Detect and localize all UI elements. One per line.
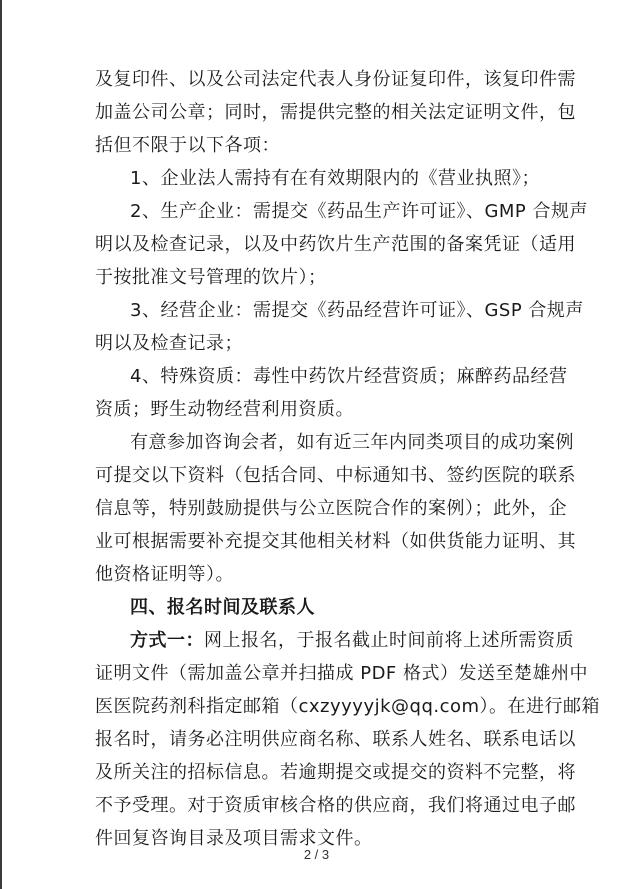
paragraph-line: 可提交以下资料（包括合同、中标通知书、签约医院的联系 <box>95 465 576 486</box>
list-item-1-line: 1、企业法人需持有在有效期限内的《营业执照》； <box>130 168 540 189</box>
method-one-line: 证明文件（需加盖公章并扫描成 PDF 格式）发送至楚雄州中 <box>95 663 589 684</box>
paragraph-line: 有意参加咨询会者，如有近三年内同类项目的成功案例 <box>130 432 574 453</box>
method-one-line: 及所关注的招标信息。若逾期提交或提交的资料不完整，将 <box>95 762 576 783</box>
list-item-2-line: 于按批准文号管理的饮片）； <box>95 267 327 288</box>
method-one-line: 报名时，请务必注明供应商名称、联系人姓名、联系电话以 <box>95 729 576 750</box>
method-one-line: 医医院药剂科指定邮箱（cxzyyyyjk@qq.com）。在进行邮箱 <box>95 696 601 717</box>
method-one-line: 不予受理。对于资质审核合格的供应商，我们将通过电子邮 <box>95 795 576 816</box>
paragraph-line: 信息等，特别鼓励提供与公立医院合作的案例）；此外，企 <box>95 498 567 519</box>
method-one-line <box>130 624 574 657</box>
section-heading: 四、报名时间及联系人 <box>130 597 315 618</box>
method-one-line: 件回复咨询目录及项目需求文件。 <box>95 828 373 849</box>
left-edge-mark <box>0 0 2 889</box>
page-number: 2 / 3 <box>303 847 330 862</box>
method-one-text: 网上报名，于报名截止时间前将上述所需资质 <box>204 630 574 651</box>
method-one-label: 方式一： <box>130 630 204 651</box>
paragraph-line: 业可根据需要补充提交其他相关材料（如供货能力证明、其 <box>95 531 576 552</box>
list-item-2-line: 2、生产企业：需提交《药品生产许可证》、GMP 合规声 <box>130 201 589 222</box>
paragraph-line: 他资格证明等）。 <box>95 564 234 585</box>
paragraph-line: 括但不限于以下各项： <box>95 135 280 156</box>
list-item-4-line: 资质；野生动物经营利用资质。 <box>95 399 354 420</box>
paragraph-line: 及复印件、以及公司法定代表人身份证复印件，该复印件需 <box>95 69 576 90</box>
list-item-2-line: 明以及检查记录，以及中药饮片生产范围的备案凭证（适用 <box>95 234 576 255</box>
list-item-4-line: 4、特殊资质：毒性中药饮片经营资质；麻醉药品经营 <box>130 366 568 387</box>
list-item-3-line: 3、经营企业：需提交《药品经营许可证》、GSP 合规声 <box>130 300 584 321</box>
list-item-3-line: 明以及检查记录； <box>95 333 243 354</box>
paragraph-line: 加盖公司公章；同时，需提供完整的相关法定证明文件，包 <box>95 102 576 123</box>
